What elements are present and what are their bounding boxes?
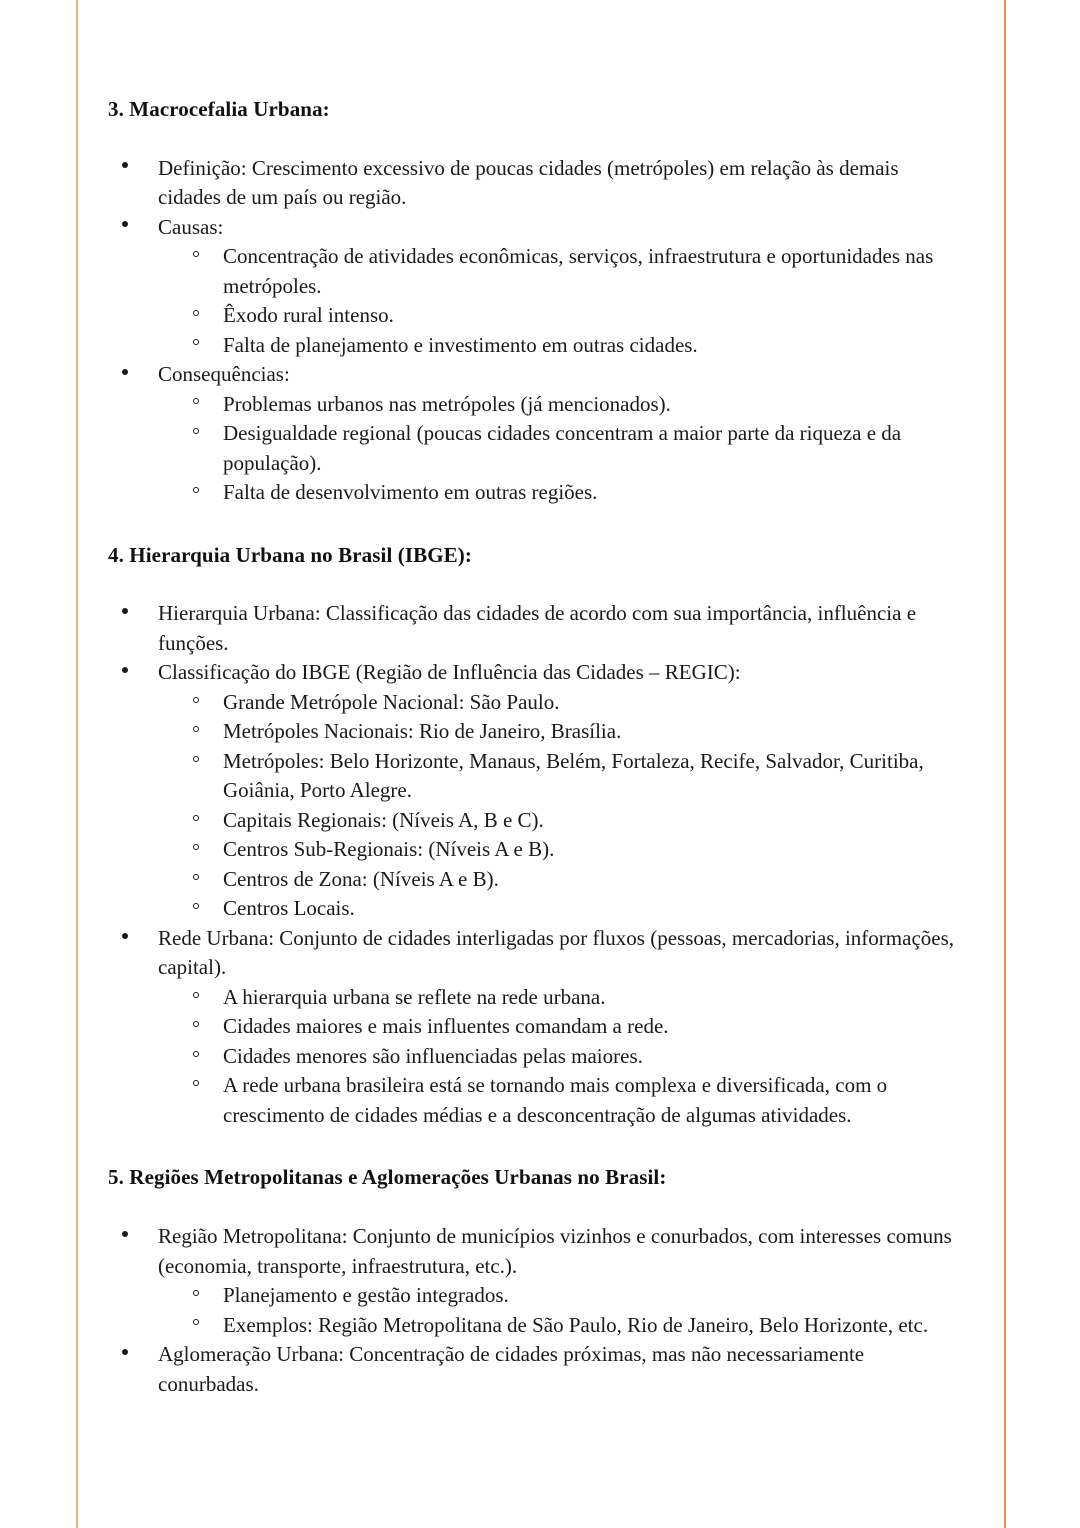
sub-list-item-text: Exemplos: Região Metropolitana de São Paulo, Rio de Janeiro, Belo Horizonte, etc.: [223, 1312, 929, 1337]
sub-list-item: [193, 1012, 958, 1042]
bullet-circle-icon: [193, 717, 211, 747]
sub-list-item-text: Grande Metrópole Nacional: São Paulo.: [223, 689, 560, 714]
sub-list-item: [193, 747, 958, 806]
list-item: [122, 154, 958, 213]
bullet-list-level-2: [193, 1281, 958, 1340]
sub-list-item: [193, 894, 958, 924]
bullet-disc-icon: [122, 599, 142, 629]
section-spacer: [108, 508, 958, 542]
sub-list-item-text: Êxodo rural intenso.: [223, 303, 394, 328]
bullet-disc-icon: [122, 658, 142, 688]
bullet-circle-icon: [193, 1071, 211, 1101]
bullet-list-level-1: [108, 1222, 958, 1399]
sub-list-item: [193, 1311, 958, 1341]
bullet-circle-icon: [193, 301, 211, 331]
bullet-circle-icon: [193, 1311, 211, 1341]
bullet-circle-icon: [193, 419, 211, 449]
section-heading: 4. Hierarquia Urbana no Brasil (IBGE):: [108, 542, 472, 567]
list-item-text: Consequências:: [158, 362, 290, 387]
sub-list-item: [193, 835, 958, 865]
sub-list-item-text: Falta de planejamento e investimento em outras cidades.: [223, 332, 698, 357]
sub-list-item-text: Metrópoles Nacionais: Rio de Janeiro, Brasília.: [223, 719, 622, 744]
sub-list-item: [193, 301, 958, 331]
sub-list-item: [193, 688, 958, 718]
sub-list-item: [193, 419, 958, 478]
section-heading: 3. Macrocefalia Urbana:: [108, 97, 330, 121]
heading-spacer: [108, 569, 958, 599]
sub-list-item-text: Planejamento e gestão integrados.: [223, 1283, 509, 1308]
bullet-disc-icon: [122, 360, 142, 390]
list-item-text: Aglomeração Urbana: Concentração de cidades próximas, mas não necessariamente conurbadas.: [158, 1342, 865, 1396]
sub-list-item: [193, 331, 958, 361]
list-item: [122, 658, 958, 924]
list-item: [122, 1222, 958, 1340]
bullet-circle-icon: [193, 688, 211, 718]
sub-list-item-text: Concentração de atividades econômicas, serviços, infraestrutura e oportunidades nas metrópoles.: [223, 244, 934, 298]
list-item: [122, 1340, 958, 1399]
list-item-text: Hierarquia Urbana: Classificação das cidades de acordo com sua importância, influência e funções.: [158, 601, 917, 655]
list-item-text: Região Metropolitana: Conjunto de municípios vizinhos e conurbados, com interesses comuns (economia, transporte, infraestrutura, etc.).: [158, 1224, 952, 1278]
sub-list-item-text: Cidades menores são influenciadas pelas maiores.: [223, 1043, 643, 1068]
sub-list-item-text: Falta de desenvolvimento em outras regiões.: [223, 480, 598, 505]
sub-list-item: [193, 390, 958, 420]
sub-list-item-text: Centros Sub-Regionais: (Níveis A e B).: [223, 837, 555, 862]
bullet-disc-icon: [122, 213, 142, 243]
sub-list-item: [193, 806, 958, 836]
sub-list-item-text: A hierarquia urbana se reflete na rede urbana.: [223, 984, 606, 1009]
bullet-list-level-1: [108, 599, 958, 1130]
bullet-disc-icon: [122, 1340, 142, 1370]
bullet-disc-icon: [122, 154, 142, 184]
bullet-circle-icon: [193, 835, 211, 865]
bullet-circle-icon: [193, 1042, 211, 1072]
bullet-circle-icon: [193, 806, 211, 836]
sub-list-item-text: Centros de Zona: (Níveis A e B).: [223, 866, 499, 891]
list-item: [122, 924, 958, 1131]
sub-list-item: [193, 1071, 958, 1130]
sub-list-item-text: Capitais Regionais: (Níveis A, B e C).: [223, 807, 544, 832]
bullet-list-level-2: [193, 242, 958, 360]
bullet-list-level-2: [193, 390, 958, 508]
bullet-circle-icon: [193, 865, 211, 895]
bullet-circle-icon: [193, 478, 211, 508]
bullet-circle-icon: [193, 1281, 211, 1311]
bullet-circle-icon: [193, 894, 211, 924]
sub-list-item: [193, 983, 958, 1013]
bullet-disc-icon: [122, 924, 142, 954]
list-item-text: Definição: Crescimento excessivo de poucas cidades (metrópoles) em relação às demais cidades de um país ou região.: [158, 155, 899, 210]
right-margin-rule: [1004, 0, 1006, 1528]
sub-list-item-text: Centros Locais.: [223, 896, 355, 921]
section-spacer: [108, 1130, 958, 1164]
sub-list-item-text: Desigualdade regional (poucas cidades concentram a maior parte da riqueza e da população).: [223, 421, 902, 475]
bullet-list-level-2: [193, 983, 958, 1131]
sub-list-item: [193, 865, 958, 895]
list-item-text: Rede Urbana: Conjunto de cidades interligadas por fluxos (pessoas, mercadorias, informações, capital).: [158, 925, 955, 980]
left-margin-rule: [76, 0, 78, 1528]
sub-list-item: [193, 717, 958, 747]
section-heading: 5. Regiões Metropolitanas e Aglomerações Urbanas no Brasil:: [108, 1165, 667, 1190]
document-content: [108, 96, 958, 1399]
bullet-circle-icon: [193, 747, 211, 777]
bullet-circle-icon: [193, 242, 211, 272]
list-item: [122, 360, 958, 508]
sub-list-item-text: Cidades maiores e mais influentes comandam a rede.: [223, 1014, 669, 1039]
list-item-text: Causas:: [158, 214, 224, 239]
sub-list-item: [193, 478, 958, 508]
bullet-list-level-1: [108, 154, 958, 508]
bullet-circle-icon: [193, 983, 211, 1013]
heading-spacer: [108, 124, 958, 154]
sub-list-item: [193, 1281, 958, 1311]
list-item: [122, 599, 958, 658]
list-item: [122, 213, 958, 361]
sub-list-item-text: Problemas urbanos nas metrópoles (já mencionados).: [223, 391, 671, 416]
heading-spacer: [108, 1192, 958, 1222]
bullet-list-level-2: [193, 688, 958, 924]
bullet-circle-icon: [193, 1012, 211, 1042]
sub-list-item: [193, 242, 958, 301]
list-item-text: Classificação do IBGE (Região de Influência das Cidades – REGIC):: [158, 660, 741, 685]
sub-list-item-text: Metrópoles: Belo Horizonte, Manaus, Belém, Fortaleza, Recife, Salvador, Curitiba, Goiânia, Porto Alegre.: [223, 748, 924, 803]
bullet-circle-icon: [193, 331, 211, 361]
sub-list-item: [193, 1042, 958, 1072]
bullet-disc-icon: [122, 1222, 142, 1252]
bullet-circle-icon: [193, 390, 211, 420]
sub-list-item-text: A rede urbana brasileira está se tornando mais complexa e diversificada, com o crescimento de cidades médias e a desconcentração de algumas atividades.: [223, 1073, 888, 1127]
